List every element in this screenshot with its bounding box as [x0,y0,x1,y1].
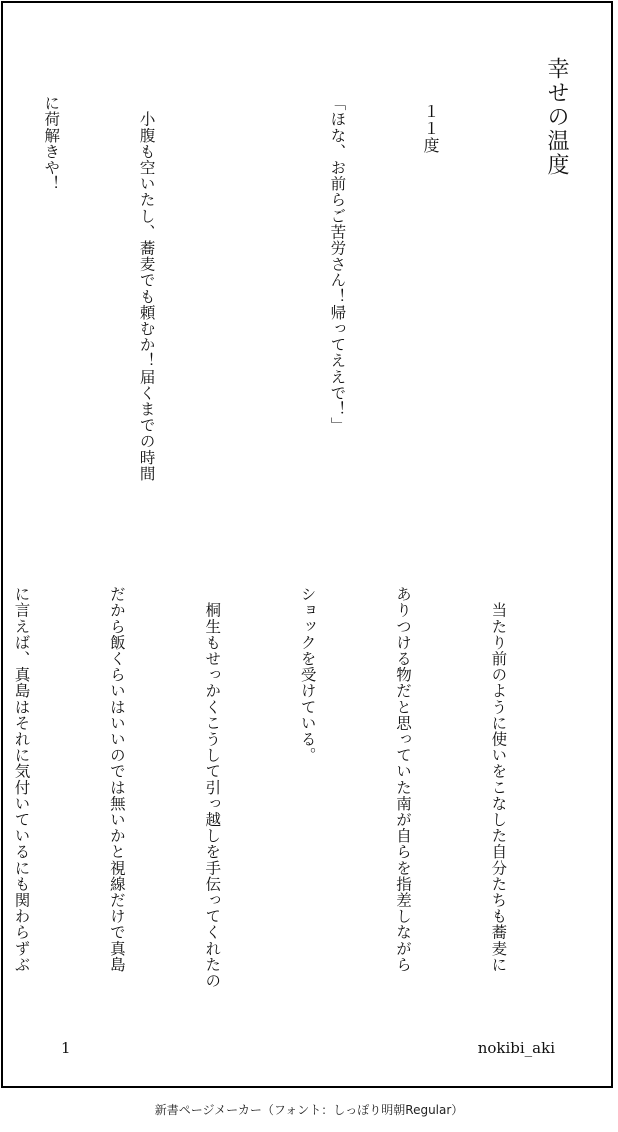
bottom-text-block [1,586,577,989]
story-title: 幸せの温度 [544,57,569,177]
text-line: に荷解きや！ [42,95,61,192]
text-line: だから飯くらいはいいのでは無いかと視線だけで真島 [107,586,126,973]
top-text-block [1,95,416,498]
generator-caption: 新書ページメーカー（フォント：しっぽり明朝Regular） [154,1103,464,1117]
manuscript-page [1,1,613,1088]
author-name: nokibi_aki [477,1039,555,1057]
text-line: ショックを受けている。 [298,586,317,764]
text-line: 当たり前のように使いをこなした自分たちも蕎麦に [489,586,508,973]
chapter-heading: １１度 [421,103,440,154]
page-number: 1 [61,1039,71,1057]
text-line: に言えば、真島はそれに気付いているにも関わらずぶ [12,586,31,973]
text-line: 小腹も空いたし、蕎麦でも頼むか！届くまでの時間 [137,95,156,482]
text-line [225,95,257,498]
text-line: 桐生もせっかくこうして引っ越しを手伝ってくれたの [203,586,222,989]
text-line: 「ほな、お前らご苦労さん！帰ってええで！」 [328,95,347,434]
text-line: ありつける物だと思っていた南が自らを指差しながら [394,586,413,973]
